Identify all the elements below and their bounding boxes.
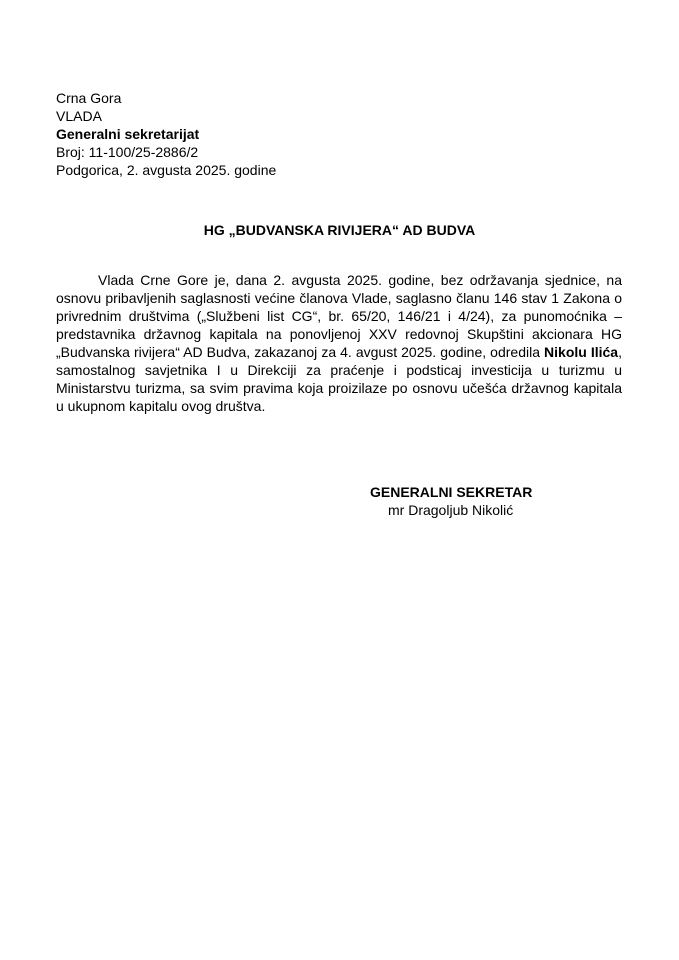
document-title: HG „BUDVANSKA RIVIJERA“ AD BUDVA — [203, 222, 476, 238]
signatory-position: GENERALNI SEKRETAR — [370, 484, 533, 500]
signature-block — [370, 483, 532, 519]
place-date: Podgorica, 2. avgusta 2025. godine — [56, 162, 277, 178]
country-name: Crna Gora — [56, 90, 122, 106]
decision-paragraph — [56, 271, 622, 415]
institution-name: VLADA — [56, 108, 102, 124]
signatory-name: mr Dragoljub Nikolić — [388, 502, 514, 518]
document-number: Broj: 11-100/25-2886/2 — [56, 144, 199, 160]
appointee-name: Nikolu Ilića — [544, 344, 619, 360]
department-name: Generalni sekretarijat — [56, 126, 200, 142]
document-header — [56, 89, 276, 179]
decision-text-part1: Vlada Crne Gore je, dana 2. avgusta 2025. godine, bez održavanja sjednice, na osnovu pribavljenih saglasnosti većine članova Vlade, saglasno članu 146 stav 1 Zakona o privrednim društvima („Službeni list CG“, br. 65/20, 146/21 i 4/24), za punomoćnika – predstavnika državnog kapitala na ponovljenoj XXV redovnoj Skupštini akcionara HG „Budvanska rivijera“ AD Budva, zakazanoj za 4. avgust 2025. godine, odredila — [56, 272, 622, 360]
decision-text-part2: , samostalnog savjetnika I u Direkciji za praćenje i podsticaj investicija u turizmu u Ministarstvu turizma, sa svim pravima koja proizilaze po osnovu učešća državnog kapitala u ukupnom kapitalu ovog društva. — [56, 344, 622, 414]
